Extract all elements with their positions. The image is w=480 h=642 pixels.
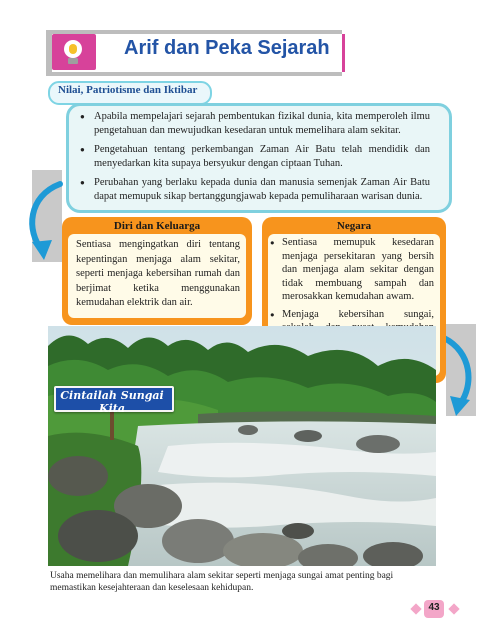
page-title: Arif dan Peka Sejarah bbox=[124, 37, 330, 59]
family-box-text: Sentiasa mengingatkan diri tentang kepentingan menjaga alam sekitar, seperti menjaga kebersihan rumah dan berjimat ketika menggunakan kemudahan elektrik dan air. bbox=[76, 239, 240, 308]
nation-box-heading: Negara bbox=[336, 220, 372, 232]
nation-point: ● Sentiasa memupuk kesedaran menjaga persekitaran yang bersih dan menjaga alam sekitar dengan tidak membuang sampah dan merosakkan kemudahan awam. bbox=[270, 236, 434, 304]
page-number: 43 bbox=[428, 602, 440, 613]
nation-point: ● Menjaga kebersihan sungai, bbox=[270, 308, 434, 349]
lightbulb-icon-core bbox=[69, 44, 77, 54]
info-point: ● Pengetahuan tentang perkembangan Zaman Air Batu telah mendidik dan menyedarkan kita supaya bersyukur dengan ciptaan Tuhan. bbox=[80, 143, 430, 171]
lightbulb-icon-base bbox=[68, 58, 78, 64]
river-photo bbox=[48, 326, 436, 566]
page-number-diamond-left bbox=[410, 603, 421, 614]
page-number-diamond-right bbox=[448, 603, 459, 614]
photo-caption: Usaha memelihara dan memulihara alam sekitar seperti menjaga sungai amat penting bagi memastikan kesejahteraan dan keselesaan kehidupan. bbox=[50, 571, 394, 593]
river-sign-text: Cintailah Sungai Kita bbox=[60, 389, 164, 415]
info-point: ● Apabila mempelajari sejarah pembentukan fizikal dunia, kita memperoleh ilmu pengetahuan dan mewujudkan kesedaran untuk memelihara alam sekitar. bbox=[80, 110, 430, 138]
info-list bbox=[80, 110, 430, 209]
section-label: Nilai, Patriotisme dan Iktibar bbox=[58, 84, 198, 96]
info-point: ● Perubahan yang berlaku kepada dunia dan manusia semenjak Zaman Air Batu dapat memupuk sikap bertanggungjawab kepada pemuliharaan warisan dunia. bbox=[80, 176, 430, 204]
family-box-heading: Diri dan Keluarga bbox=[113, 220, 201, 232]
